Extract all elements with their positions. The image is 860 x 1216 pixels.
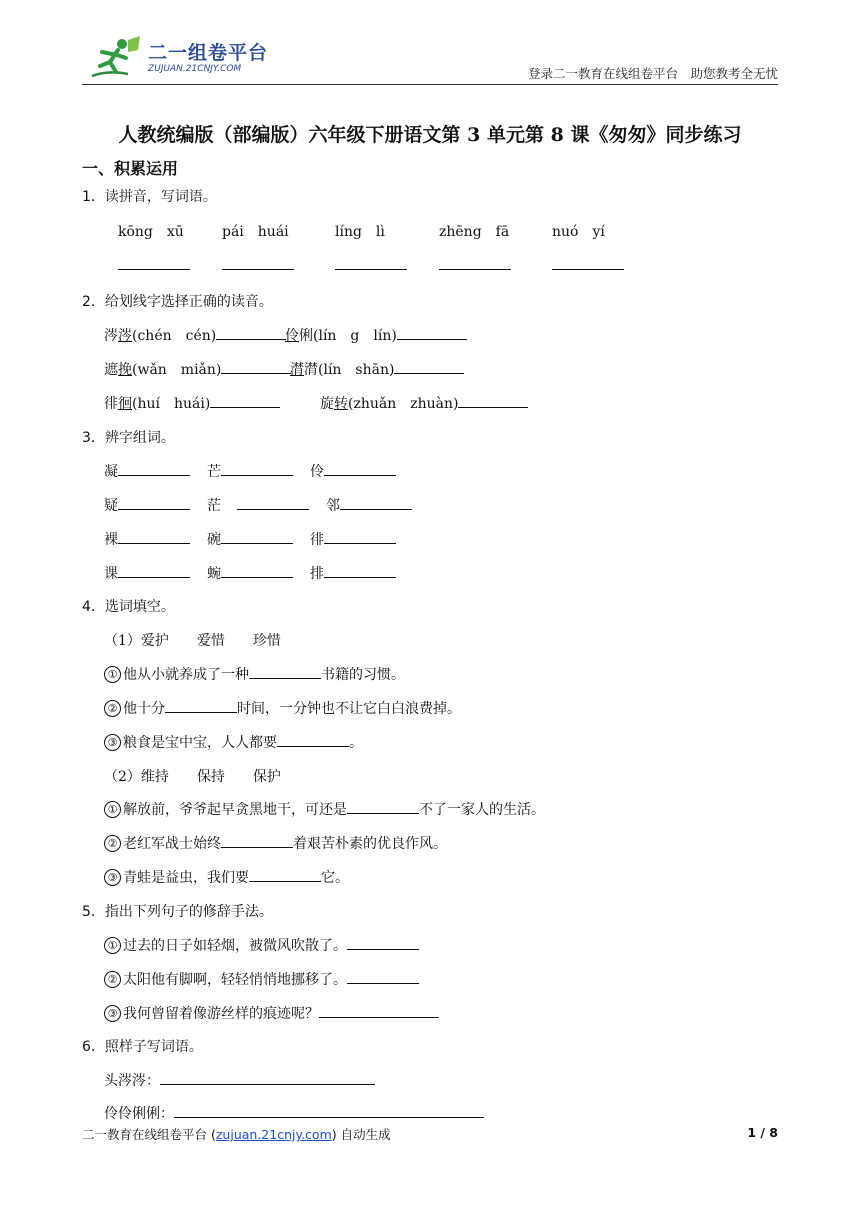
answer-blank[interactable] (221, 359, 291, 374)
reading-item: 旋转(zhuǎn zhuàn) (320, 393, 528, 413)
answer-blank[interactable] (439, 255, 511, 270)
answer-blank[interactable] (237, 495, 309, 510)
pinyin-1: kōng xū (118, 224, 184, 240)
answer-blank[interactable] (210, 393, 280, 408)
answer-blank[interactable] (118, 495, 190, 510)
answer-blank[interactable] (347, 799, 419, 814)
answer-blank[interactable] (118, 563, 190, 578)
header-divider (82, 84, 778, 85)
rhetoric-item: ① 过去的日子如轻烟，被微风吹散了。 (104, 935, 419, 955)
page-number: 1 / 8 (747, 1125, 778, 1140)
char-item: 邻 (326, 495, 412, 515)
word-group-1: （1）爱护 爱惜 珍惜 (104, 633, 281, 649)
pinyin-4: zhēng fā (439, 224, 510, 240)
answer-blank[interactable] (324, 461, 396, 476)
question-1-prompt: 1．读拼音，写词语。 (82, 189, 217, 205)
answer-blank[interactable] (160, 1070, 375, 1085)
answer-blank[interactable] (174, 1103, 484, 1118)
rhetoric-item: ③ 我何曾留着像游丝样的痕迹呢？ (104, 1003, 439, 1023)
answer-blank[interactable] (221, 833, 293, 848)
fill-sentence: ② 老红军战士始终 着艰苦朴素的优良作风。 (104, 833, 447, 853)
reading-item: 徘徊(huí huái) (104, 393, 280, 413)
logo (88, 36, 278, 80)
answer-blank[interactable] (249, 867, 321, 882)
footer-link[interactable]: zujuan.21cnjy.com (215, 1127, 332, 1142)
answer-blank[interactable] (222, 255, 294, 270)
answer-blank[interactable] (347, 969, 419, 984)
question-5-prompt: 5．指出下列句子的修辞手法。 (82, 904, 273, 920)
answer-blank[interactable] (552, 255, 624, 270)
reading-item: 遮挽(wǎn miǎn) (104, 359, 291, 379)
pinyin-5: nuó yí (552, 224, 605, 240)
answer-blank[interactable] (221, 461, 293, 476)
question-3-prompt: 3．辨字组词。 (82, 430, 175, 446)
char-item: 茫 (207, 495, 309, 515)
answer-blank[interactable] (118, 461, 190, 476)
fill-sentence: ③ 粮食是宝中宝，人人都要 。 (104, 732, 363, 752)
logo-url: ZUJUAN.21CNJY.COM (148, 64, 242, 74)
answer-blank[interactable] (458, 393, 528, 408)
reading-item: 伶俐(lín g lín) (285, 325, 467, 345)
char-item: 裸 (104, 529, 190, 549)
logo-text: 二一组卷平台 (148, 42, 269, 64)
answer-blank[interactable] (221, 563, 293, 578)
word-group-2: （2）维持 保持 保护 (104, 769, 281, 785)
answer-blank[interactable] (394, 359, 464, 374)
answer-blank[interactable] (118, 255, 190, 270)
question-2-prompt: 2．给划线字选择正确的读音。 (82, 294, 273, 310)
answer-blank[interactable] (165, 698, 237, 713)
footer-source: 二一教育在线组卷平台 (zujuan.21cnjy.com) 自动生成 (82, 1127, 391, 1142)
answer-blank[interactable] (221, 529, 293, 544)
runner-logo-icon (88, 36, 146, 80)
char-item: 课 (104, 563, 190, 583)
char-item: 凝 (104, 461, 190, 481)
fill-sentence: ① 解放前，爷爷起早贪黑地干，可还是 不了一家人的生活。 (104, 799, 545, 819)
answer-blank[interactable] (249, 664, 321, 679)
page-title: 人教统编版（部编版）六年级下册语文第 3 单元第 8 课《匆匆》同步练习 (118, 124, 742, 146)
section-heading: 一、积累运用 (82, 159, 179, 178)
pattern-item: 头涔涔： (104, 1070, 375, 1090)
char-item: 芒 (207, 461, 293, 481)
answer-blank[interactable] (118, 529, 190, 544)
question-4-prompt: 4．选词填空。 (82, 599, 175, 615)
answer-blank[interactable] (335, 255, 407, 270)
answer-blank[interactable] (340, 495, 412, 510)
header-slogan: 登录二一教育在线组卷平台 助您教考全无忧 (527, 66, 778, 81)
fill-sentence: ② 他十分 时间，一分钟也不让它白白浪费掉。 (104, 698, 461, 718)
answer-blank[interactable] (397, 325, 467, 340)
pattern-item: 伶伶俐俐： (104, 1103, 484, 1123)
fill-sentence: ③ 青蛙是益虫，我们要 它。 (104, 867, 349, 887)
answer-blank[interactable] (216, 325, 286, 340)
answer-blank[interactable] (324, 563, 396, 578)
answer-blank[interactable] (347, 935, 419, 950)
answer-blank[interactable] (319, 1003, 439, 1018)
char-item: 伶 (310, 461, 396, 481)
rhetoric-item: ② 太阳他有脚啊，轻轻悄悄地挪移了。 (104, 969, 419, 989)
char-item: 徘 (310, 529, 396, 549)
pinyin-3: líng lì (335, 224, 385, 240)
question-6-prompt: 6．照样子写词语。 (82, 1039, 203, 1055)
char-item: 蜿 (207, 563, 293, 583)
char-item: 疑 (104, 495, 190, 515)
char-item: 碗 (207, 529, 293, 549)
char-item: 排 (310, 563, 396, 583)
reading-item: 涔涔(chén cén) (104, 325, 286, 345)
fill-sentence: ① 他从小就养成了一种 书籍的习惯。 (104, 664, 405, 684)
reading-item: 潸潸(lín shān) (290, 359, 464, 379)
answer-blank[interactable] (324, 529, 396, 544)
answer-blank[interactable] (277, 732, 349, 747)
pinyin-2: pái huái (222, 224, 289, 240)
